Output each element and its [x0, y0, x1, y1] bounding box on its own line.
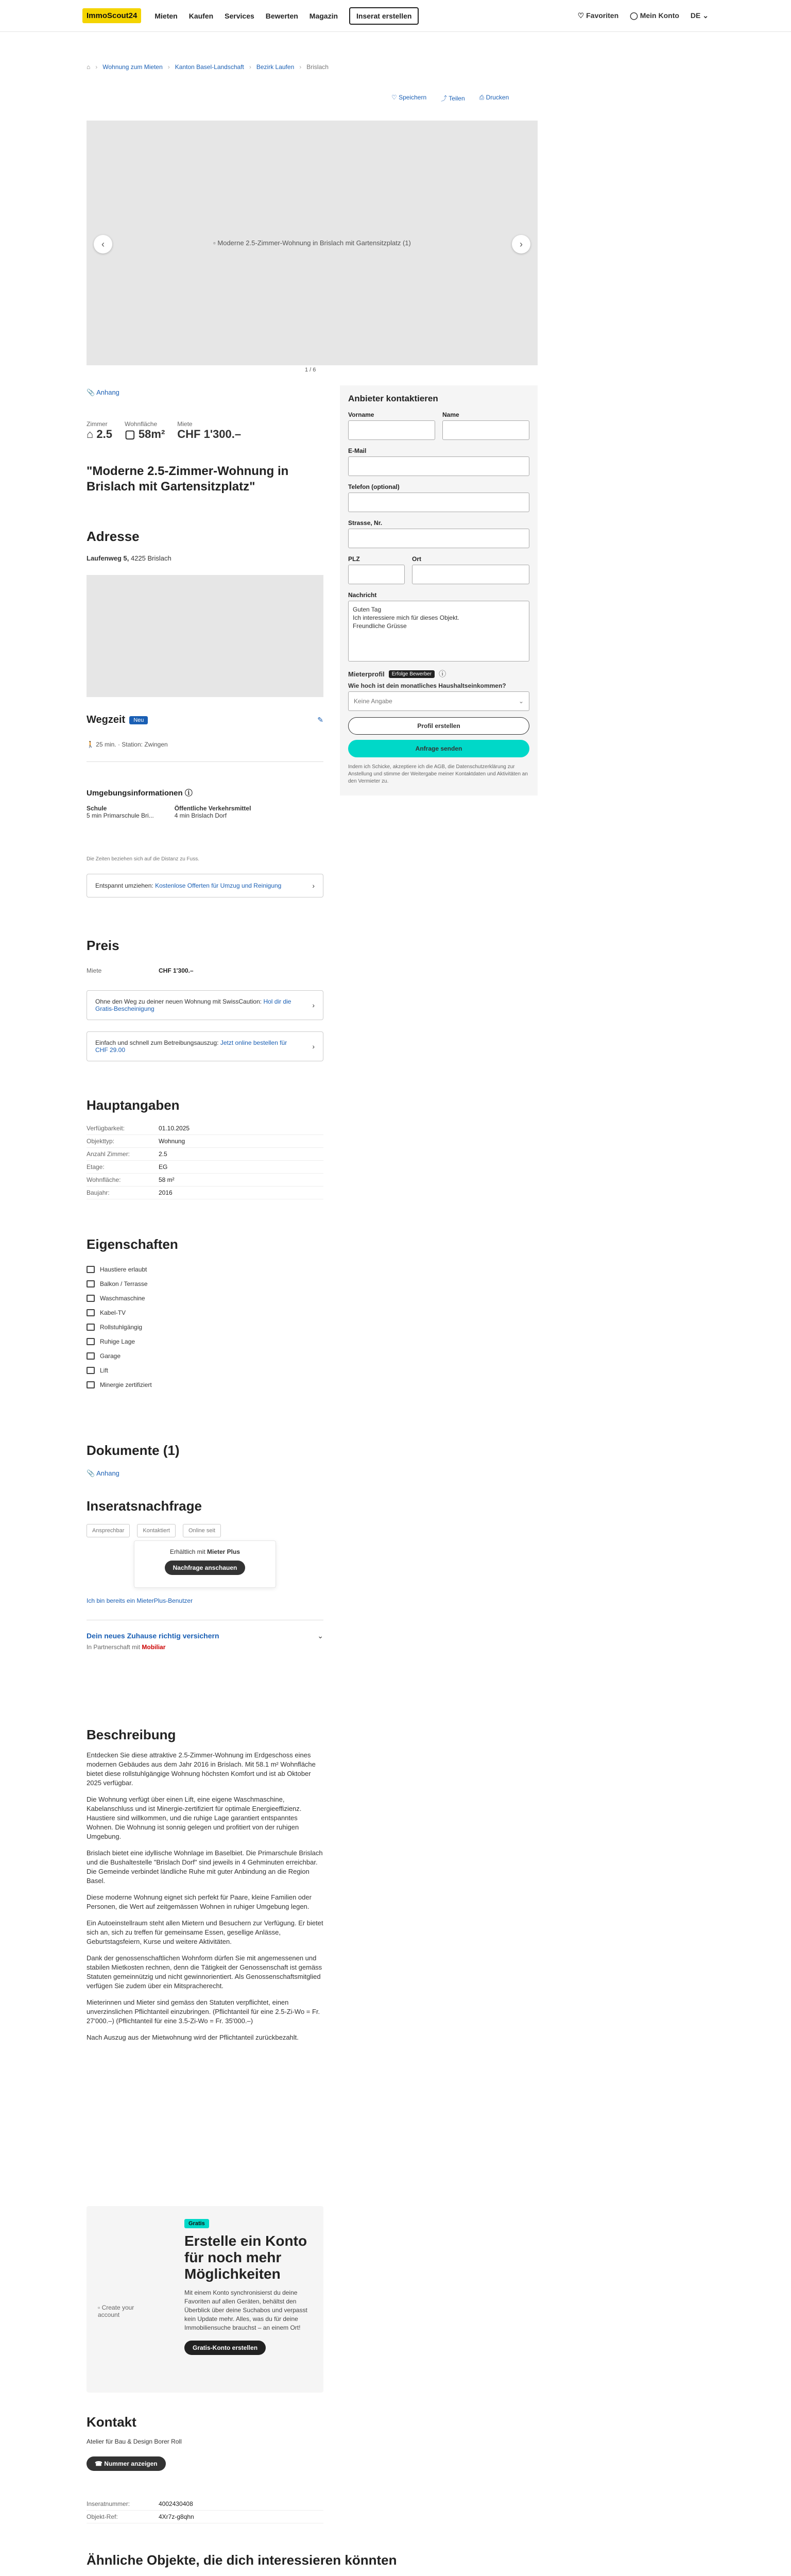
signup-card	[87, 2206, 323, 2393]
image-gallery[interactable]	[87, 121, 538, 365]
attachment-label: Anhang	[96, 388, 119, 396]
description-body	[87, 1751, 323, 2049]
description-paragraph: Diese moderne Wohnung eignet sich perfekt für Paare, kleine Familien oder Personen, die Wert auf zeitgemässen Wohnen in ruhiger Umgebung legen.	[87, 1893, 312, 1910]
feature-icon	[87, 1295, 95, 1302]
list-item: Waschmaschine	[87, 1291, 323, 1306]
promo-link[interactable]: Jetzt online bestellen für CHF 29.00	[95, 1039, 287, 1054]
broken-image-icon: ▫	[213, 239, 218, 247]
features-heading: Eigenschaften	[87, 1236, 178, 1252]
street-field[interactable]	[348, 529, 529, 548]
key-facts	[87, 420, 241, 441]
tab-reachable[interactable]: Ansprechbar	[87, 1524, 130, 1537]
feature-icon	[87, 1266, 95, 1273]
nav-kaufen[interactable]: Kaufen	[188, 11, 214, 20]
document-link[interactable]: 📎 Anhang	[87, 1469, 119, 1477]
gallery-counter: 1 / 6	[305, 367, 316, 373]
gallery-image-alt: Moderne 2.5-Zimmer-Wohnung in Brislach mit Gartensitzplatz (1)	[217, 239, 411, 247]
contact-form-heading: Anbieter kontaktieren	[348, 394, 438, 403]
route-section	[87, 714, 323, 726]
similar-heading: Ähnliche Objekte, die dich interessieren könnten	[87, 2552, 397, 2568]
price-heading: Preis	[87, 938, 119, 953]
paywall-text: Erhältlich mit	[169, 1548, 205, 1555]
message-field[interactable]: Guten Tag Ich interessiere mich für dieses Objekt. Freundliche Grüsse	[348, 601, 529, 662]
table-row: Baujahr: 2016	[87, 1187, 323, 1199]
feature-icon	[87, 1367, 95, 1374]
zip-label: PLZ	[348, 555, 360, 563]
header-right	[578, 11, 709, 20]
surroundings-heading: Umgebungsinformationen ⓘ	[87, 789, 193, 798]
promo-debt-extract[interactable]: Einfach und schnell zum Betreibungsauszug: Jetzt online bestellen für CHF 29.00 ›	[87, 1031, 323, 1061]
favorites-link[interactable]: ♡ Favoriten	[577, 11, 619, 20]
description-paragraph: Brislach bietet eine idyllische Wohnlage im Baselbiet. Die Primarschule Brislach und die Bushaltestelle "Brislach Dorf" sind jeweils in 4 Gehminuten erreichbar. Die Gemeinde verbindet ländliche Ruhe mit guter Anbindung an die Region Basel.	[87, 1849, 323, 1885]
map[interactable]	[87, 575, 323, 697]
rent-label: Miete	[177, 420, 193, 428]
surroundings-note: Die Zeiten beziehen sich auf die Distanz zu Fuss.	[87, 856, 199, 862]
print-button[interactable]: ⎙ Drucken	[479, 94, 509, 101]
area-value: ▢ 58m²	[125, 428, 165, 440]
language-label: DE	[690, 11, 701, 20]
feature-icon	[87, 1338, 95, 1345]
create-account-button[interactable]: Gratis-Konto erstellen	[184, 2341, 266, 2355]
transport-label: Öffentliche Verkehrsmittel	[174, 805, 251, 812]
surroundings-list	[87, 805, 267, 819]
insurance-title: Dein neues Zuhause richtig versichern	[87, 1632, 219, 1640]
breadcrumb-item: Brislach	[306, 63, 329, 71]
promo-text: Einfach und schnell zum Betreibungsauszug:	[95, 1039, 219, 1046]
list-item: Garage	[87, 1349, 323, 1363]
chevron-down-icon: ⌄	[518, 698, 524, 705]
promo-link[interactable]: Kostenlose Offerten für Umzug und Reinigung	[155, 882, 282, 889]
area-label: Wohnfläche	[125, 420, 158, 428]
top-header	[0, 0, 791, 32]
school-value: 5 min Primarschule Bri...	[87, 812, 154, 819]
signup-text: Mit einem Konto synchronisierst du deine Favoriten auf allen Geräten, behältst den Überblick über deine Suchabos und verpasst kein Update mehr. Alles, was du für deine Immobiliensuche brauchst – an einem Ort!	[184, 2289, 307, 2331]
email-label: E-Mail	[348, 447, 367, 454]
share-button[interactable]: ⤴ Teilen	[441, 95, 465, 102]
main-data-table	[87, 1122, 323, 1199]
free-badge: Gratis	[184, 2219, 209, 2228]
new-badge: Neu	[129, 716, 148, 724]
city-field[interactable]	[412, 565, 529, 584]
print-label: Drucken	[486, 94, 509, 101]
save-button[interactable]: ♡ Speichern	[391, 94, 427, 101]
profile-badge: Erfolge Bewerber	[389, 670, 435, 678]
first-name-label: Vorname	[348, 411, 374, 418]
table-row: Wohnfläche: 58 m²	[87, 1174, 323, 1187]
list-item: Rollstuhlgängig	[87, 1320, 323, 1334]
breadcrumb: ⌂ › Wohnung zum Mieten › Kanton Basel-Landschaft › Bezirk Laufen › Brislach	[87, 63, 329, 71]
description-paragraph: Entdecken Sie diese attraktive 2.5-Zimmer-Wohnung im Erdgeschoss eines modernen Gebäudes aus dem Jahr 2016 in Brislach. Mit 58.1 m² Wohnfläche bietet diese rollstuhlgängige Wohnung höchsten Komfort und ist ab Oktober 2025 verfügbar.	[87, 1751, 316, 1787]
account-label: Mein Konto	[640, 11, 679, 20]
plus-label: Mieter Plus	[207, 1548, 240, 1555]
language-select[interactable]: DE ⌄	[690, 11, 709, 20]
nav-mieten[interactable]: Mieten	[154, 11, 178, 20]
save-label: Speichern	[399, 94, 427, 101]
promo-text: Ohne den Weg zu deiner neuen Wohnung mit SwissCaution:	[95, 998, 262, 1005]
address-heading: Adresse	[87, 529, 140, 544]
tab-online-since[interactable]: Online seit	[183, 1524, 221, 1537]
contact-meta	[87, 2498, 323, 2523]
signup-title: Erstelle ein Konto für noch mehr Möglichkeiten	[184, 2233, 307, 2282]
feature-icon	[87, 1280, 95, 1287]
description-paragraph: Die Wohnung verfügt über einen Lift, eine eigene Waschmaschine, Kabelanschluss und ist Minergie-zertifiziert für optimale Energieeffizienz. Haustiere sind willkommen, und die ruhige Lage garantiert entspanntes Wohnen. Die Wohnung ist sonnig gelegen und profitiert von der ruhigen Umgebung.	[87, 1795, 302, 1840]
breadcrumb-item[interactable]: Kanton Basel-Landschaft	[175, 63, 244, 71]
info-icon[interactable]: ⓘ	[184, 789, 193, 798]
edit-icon[interactable]: ✎	[317, 716, 323, 724]
message-label: Nachricht	[348, 591, 377, 599]
description-paragraph: Nach Auszug aus der Mietwohnung wird der Pflichtanteil zurückbezahlt.	[87, 2033, 299, 2041]
show-number-button[interactable]: ☎ Nummer anzeigen	[87, 2456, 166, 2471]
rooms-value: ⌂ 2.5	[87, 428, 112, 440]
nav-bewerten[interactable]: Bewerten	[265, 11, 298, 20]
last-name-field[interactable]	[442, 420, 529, 440]
school-label: Schule	[87, 805, 107, 812]
create-profile-button[interactable]: Profil erstellen	[348, 717, 529, 735]
route-detail: 🚶 25 min. · Station: Zwingen	[87, 741, 168, 748]
listing-title: "Moderne 2.5-Zimmer-Wohnung in Brislach mit Gartensitzplatz"	[87, 464, 289, 494]
tenant-profile-label: Mieterprofil	[348, 670, 385, 678]
tab-contacted[interactable]: Kontaktiert	[137, 1524, 176, 1537]
site-logo[interactable]: ImmoScout24	[82, 8, 141, 23]
view-demand-button[interactable]: Nachfrage anschauen	[165, 1561, 246, 1575]
gallery-prev-button[interactable]: ‹	[94, 235, 112, 253]
account-link[interactable]: ◯ Mein Konto	[630, 11, 679, 20]
table-row: Anzahl Zimmer: 2.5	[87, 1148, 323, 1161]
breadcrumb-item[interactable]: Wohnung zum Mieten	[102, 63, 163, 71]
chevron-down-icon: ⌄	[317, 1632, 323, 1640]
inquiry-tabs	[87, 1524, 221, 1537]
description-heading: Beschreibung	[87, 1727, 176, 1742]
income-select[interactable]: Keine Angabe ⌄	[348, 691, 529, 711]
description-paragraph: Mieterinnen und Mieter sind gemäss den Statuten verpflichtet, einen unverzinslichen Pflichtanteil einzubringen. (Pflichtanteil für eine 2.5-Zi-Wo = Fr. 27'000.–) (Pflichtanteil für eine 3.5-Zi-Wo = Fr. 35'000.–)	[87, 1998, 320, 2025]
rent-value: CHF 1'300.–	[177, 428, 242, 440]
contact-name: Atelier für Bau & Design Borer Roll	[87, 2438, 182, 2445]
zip-field[interactable]	[348, 565, 405, 584]
favorites-label: Favoriten	[586, 11, 619, 20]
list-item: Lift	[87, 1363, 323, 1378]
list-item: Ruhige Lage	[87, 1334, 323, 1349]
list-item: Haustiere erlaubt	[87, 1262, 323, 1277]
table-row: Inseratnummer: 4002430408	[87, 2498, 323, 2511]
promo-moving[interactable]: Entspannt umziehen: Kostenlose Offerten für Umzug und Reinigung ›	[87, 874, 323, 897]
phone-field[interactable]	[348, 493, 529, 512]
transport-value: 4 min Brislach Dorf	[174, 812, 227, 819]
send-inquiry-button[interactable]: Anfrage senden	[348, 740, 529, 757]
main-data-heading: Hauptangaben	[87, 1097, 180, 1113]
contact-form	[340, 385, 538, 795]
feature-icon	[87, 1381, 95, 1388]
list-item: Minergie zertifiziert	[87, 1378, 323, 1392]
already-plus-link[interactable]: Ich bin bereits ein MieterPlus-Benutzer	[87, 1597, 193, 1604]
description-paragraph: Ein Autoeinstellraum steht allen Mietern und Besuchern zur Verfügung. Er bietet sich an, sich zu treffen für gemeinsame Essen, gesellige Anlässe, Geburtstagsfeiern, Kurse und weitere Aktivitäten.	[87, 1919, 323, 1945]
feature-icon	[87, 1324, 95, 1331]
description-paragraph: Dank der genossenschaftlichen Wohnform dürfen Sie mit angemessenen und stabilen Mietkosten rechnen, denn die Tätigkeit der Genossenschaft ist gemäss Statuten gemeinnützig und nicht gewinnorientiert. Als Genossenschaftsmitglied verfügen Sie zudem über ein Mitspracherecht.	[87, 1954, 322, 1990]
contact-heading: Kontakt	[87, 2414, 136, 2430]
nav-services[interactable]: Services	[225, 11, 254, 20]
table-row: Objekt-Ref: 4Xr7z-g8qhn	[87, 2511, 323, 2523]
email-field[interactable]	[348, 456, 529, 476]
feature-icon	[87, 1352, 95, 1360]
inquiry-heading: Inseratsnachfrage	[87, 1498, 202, 1514]
promo-link[interactable]: Hol dir die Gratis-Bescheinigung	[95, 998, 291, 1012]
documents-heading: Dokumente (1)	[87, 1443, 180, 1458]
promo-swisscaution[interactable]: Ohne den Weg zu deiner neuen Wohnung mit SwissCaution: Hol dir die Gratis-Bescheinigung ›	[87, 990, 323, 1020]
nav-magazin[interactable]: Magazin	[309, 11, 338, 20]
route-heading: Wegzeit	[87, 714, 126, 725]
gallery-next-button[interactable]: ›	[512, 235, 530, 253]
street-label: Strasse, Nr.	[348, 519, 383, 527]
signup-image: ▫ Create your account	[98, 2304, 134, 2318]
table-row: Objekttyp: Wohnung	[87, 1135, 323, 1148]
table-row: Verfügbarkeit: 01.10.2025	[87, 1122, 323, 1135]
price-row: Miete CHF 1'300.–	[87, 967, 194, 974]
document-label: Anhang	[96, 1469, 119, 1477]
city-label: Ort	[412, 555, 421, 563]
last-name-label: Name	[442, 411, 459, 418]
list-item: Kabel-TV	[87, 1306, 323, 1320]
address-text: Laufenweg 5, 4225 Brislach	[87, 554, 171, 562]
main-nav	[154, 7, 419, 25]
insurance-promo[interactable]	[87, 1620, 323, 1651]
mobiliar-logo: Mobiliar	[142, 1643, 166, 1651]
list-item: Balkon / Terrasse	[87, 1277, 323, 1291]
create-listing-button[interactable]: Inserat erstellen	[349, 7, 419, 25]
rooms-label: Zimmer	[87, 420, 108, 428]
insurance-sub: In Partnerschaft mit	[87, 1643, 141, 1651]
share-label: Teilen	[449, 95, 465, 102]
feature-icon	[87, 1309, 95, 1316]
promo-text: Entspannt umziehen:	[95, 882, 153, 889]
income-question: Wie hoch ist dein monatliches Haushaltseinkommen?	[348, 682, 506, 689]
info-icon[interactable]: ⓘ	[439, 670, 446, 678]
table-row: Etage: EG	[87, 1161, 323, 1174]
home-icon[interactable]: ⌂	[87, 63, 91, 71]
phone-label: Telefon (optional)	[348, 483, 400, 490]
breadcrumb-item[interactable]: Bezirk Laufen	[256, 63, 295, 71]
legal-note: Indem ich Schicke, akzeptiere ich die AGB, die Datenschutzerklärung zur Anstellung und stimme der Weitergabe meiner Kontaktdaten und Aktivitäten an den Vermieter zu.	[348, 764, 528, 784]
features-list	[87, 1262, 323, 1392]
inquiry-paywall	[134, 1540, 276, 1588]
listing-actions	[391, 94, 509, 103]
attachment-link[interactable]: 📎 Anhang	[87, 388, 119, 396]
first-name-field[interactable]	[348, 420, 435, 440]
